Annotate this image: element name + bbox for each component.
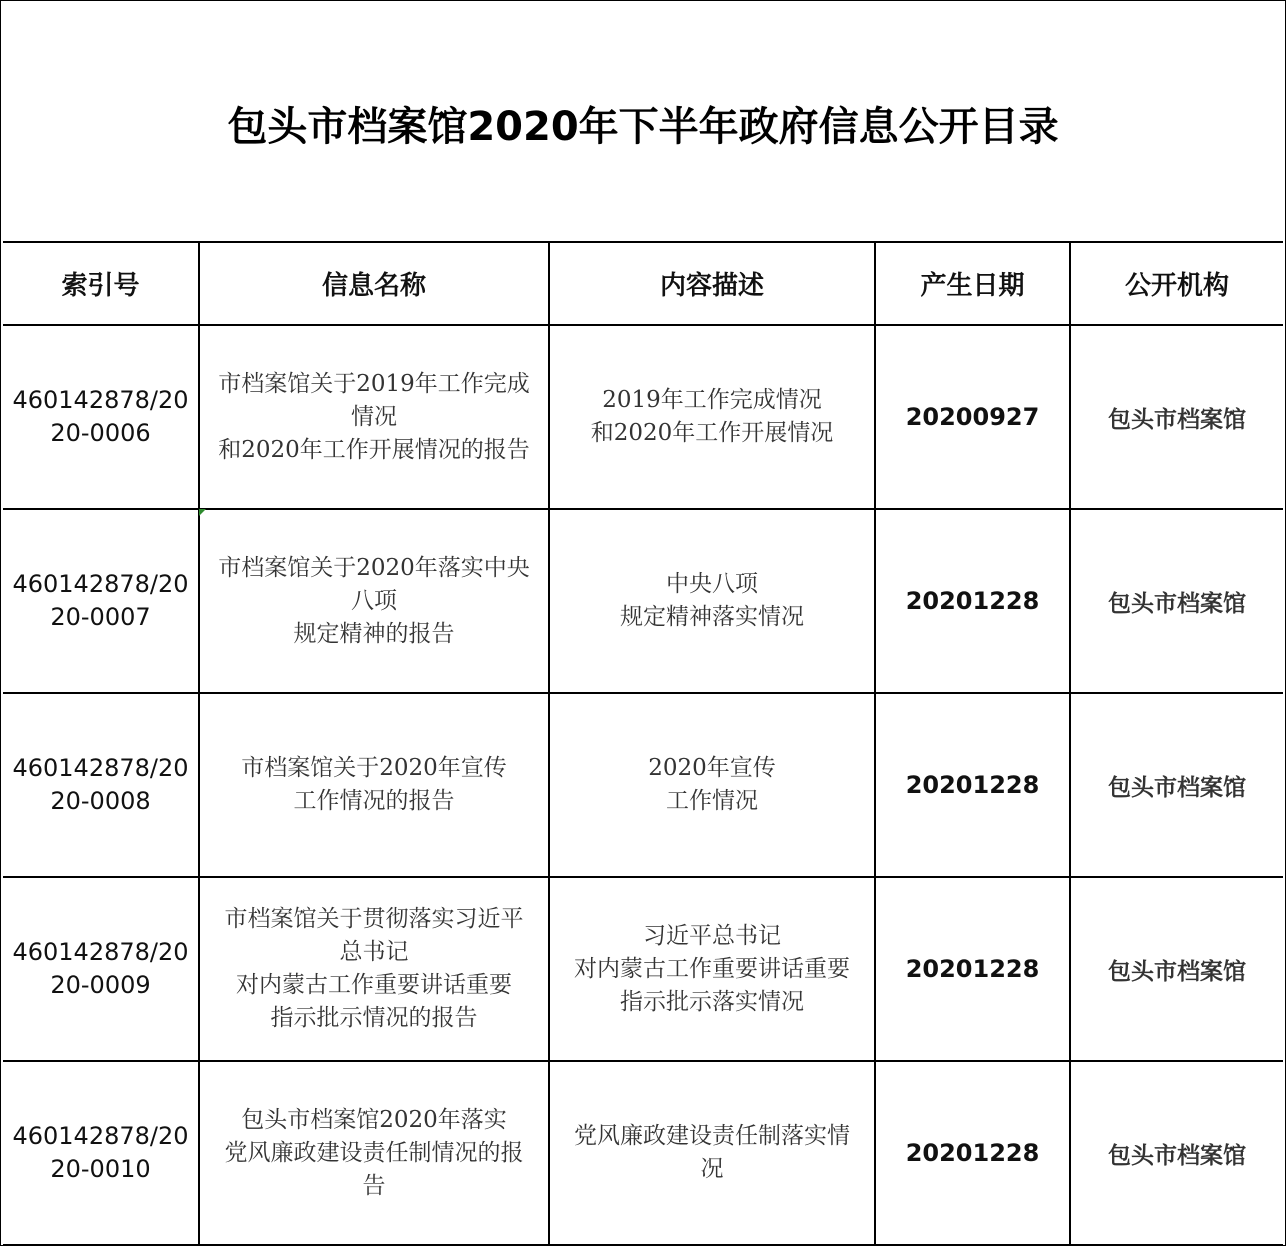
- cell-desc[interactable]: [549, 1061, 875, 1245]
- header-row: [3, 242, 1283, 325]
- table-row: [3, 877, 1283, 1061]
- desc-line: 对内蒙古工作重要讲话重要: [574, 955, 850, 982]
- cell-date[interactable]: 20200927: [875, 325, 1070, 509]
- cell-name[interactable]: [199, 509, 549, 693]
- cell-name[interactable]: [199, 1061, 549, 1245]
- name-line: 市档案馆关于2020年落实中央: [218, 554, 530, 581]
- cell-name[interactable]: [199, 693, 549, 877]
- index-line: 460142878/20: [12, 570, 189, 598]
- desc-line: 工作情况: [666, 788, 758, 814]
- desc-line: 2020年宣传: [648, 755, 776, 781]
- index-line: 20-0006: [50, 419, 151, 447]
- desc-line: 2019年工作完成情况: [602, 387, 822, 413]
- index-line: 20-0009: [50, 971, 151, 999]
- desc-line: 和2020年工作开展情况: [590, 420, 834, 446]
- comment-marker-icon: [199, 509, 206, 516]
- name-line: 市档案馆关于2020年宣传: [241, 755, 507, 781]
- name-line: 包头市档案馆2020年落实: [241, 1106, 507, 1133]
- cell-org[interactable]: 包头市档案馆: [1070, 1061, 1283, 1245]
- cell-name[interactable]: [199, 325, 549, 509]
- name-line: 市档案馆关于2019年工作完成: [218, 370, 530, 397]
- index-line: 460142878/20: [12, 1122, 189, 1150]
- name-line: 情况: [351, 403, 397, 430]
- table-row: [3, 693, 1283, 877]
- name-line: 对内蒙古工作重要讲话重要: [236, 972, 512, 998]
- title-area: [1, 1, 1285, 241]
- desc-line: 况: [700, 1156, 724, 1182]
- cell-index[interactable]: [3, 509, 199, 693]
- name-line: 市档案馆关于贯彻落实习近平: [224, 906, 524, 932]
- cell-date[interactable]: 20201228: [875, 693, 1070, 877]
- name-line: 党风廉政建设责任制情况的报: [224, 1139, 524, 1166]
- cell-org[interactable]: 包头市档案馆: [1070, 877, 1283, 1061]
- cell-name[interactable]: [199, 877, 549, 1061]
- cell-date[interactable]: 20201228: [875, 877, 1070, 1061]
- name-line: 规定精神的报告: [293, 620, 455, 647]
- index-line: 460142878/20: [12, 754, 189, 782]
- header-date[interactable]: 产生日期: [875, 242, 1070, 325]
- cell-desc[interactable]: [549, 693, 875, 877]
- desc-line: 中央八项: [666, 571, 758, 597]
- name-line: 工作情况的报告: [293, 788, 455, 814]
- cell-index[interactable]: [3, 325, 199, 509]
- desc-line: 规定精神落实情况: [620, 604, 804, 630]
- name-line: 指示批示情况的报告: [270, 1005, 478, 1031]
- cell-desc[interactable]: [549, 877, 875, 1061]
- table-row: [3, 1061, 1283, 1245]
- cell-index[interactable]: [3, 693, 199, 877]
- header-name[interactable]: 信息名称: [199, 242, 549, 325]
- index-line: 20-0008: [50, 787, 151, 815]
- name-line: 八项: [351, 587, 397, 614]
- cell-org[interactable]: 包头市档案馆: [1070, 693, 1283, 877]
- cell-date[interactable]: 20201228: [875, 509, 1070, 693]
- cell-desc[interactable]: [549, 509, 875, 693]
- cell-index[interactable]: [3, 877, 199, 1061]
- index-line: 460142878/20: [12, 938, 189, 966]
- header-index[interactable]: 索引号: [3, 242, 199, 325]
- cell-org[interactable]: 包头市档案馆: [1070, 509, 1283, 693]
- table-row: [3, 509, 1283, 693]
- table-row: [3, 325, 1283, 509]
- cell-index[interactable]: [3, 1061, 199, 1245]
- name-line: 总书记: [339, 939, 409, 965]
- index-line: 20-0010: [50, 1155, 151, 1183]
- desc-line: 指示批示落实情况: [620, 988, 804, 1015]
- name-line: 告: [362, 1172, 386, 1199]
- cell-date[interactable]: 20201228: [875, 1061, 1070, 1245]
- header-desc[interactable]: 内容描述: [549, 242, 875, 325]
- header-org[interactable]: 公开机构: [1070, 242, 1283, 325]
- page-title: 包头市档案馆2020年下半年政府信息公开目录: [227, 103, 1059, 150]
- catalog-table: [3, 241, 1283, 1246]
- cell-desc[interactable]: [549, 325, 875, 509]
- cell-org[interactable]: 包头市档案馆: [1070, 325, 1283, 509]
- name-line: 和2020年工作开展情况的报告: [218, 436, 530, 463]
- index-line: 460142878/20: [12, 386, 189, 414]
- desc-line: 党风廉政建设责任制落实情: [574, 1123, 850, 1149]
- index-line: 20-0007: [50, 603, 151, 631]
- desc-line: 习近平总书记: [643, 922, 781, 949]
